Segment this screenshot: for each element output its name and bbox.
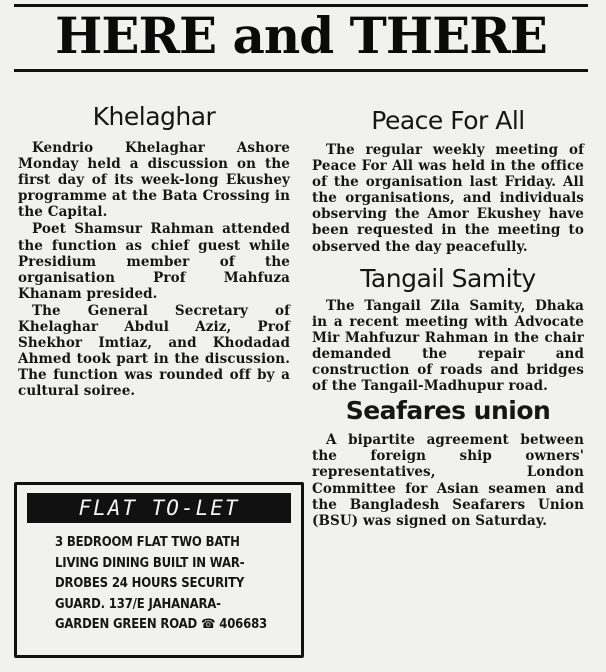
article-tangail-samity (312, 264, 584, 395)
flat-to-let-advert (14, 482, 304, 658)
left-column (18, 102, 290, 400)
article-seafares-union (312, 396, 584, 529)
article-headline: Peace For All (371, 106, 525, 135)
article-khelaghar (18, 102, 290, 400)
article-headline: Seafares union (345, 396, 551, 426)
article-headline: Khelaghar (92, 102, 216, 131)
advert-title: FLAT TO-LET (27, 493, 291, 523)
article-paragraph: The Tangail Zila Samity, Dhaka in a recent meeting with Advocate Mir Mahfuzur Rahman in the chair demanded the repair and construction of roads and bridges of the Tangail-Madhupur road. (312, 297, 584, 395)
article-peace-for-all (312, 106, 584, 255)
article-paragraph: The General Secretary of Khelaghar Abdul Aziz, Prof Shekhor Imtiaz, and Khodadad Ahmed took part in the discussion. The function was rounded off by a cultural soiree. (18, 302, 290, 400)
masthead (14, 4, 588, 72)
article-paragraph: Kendrio Khelaghar Ashore Monday held a discussion on the first day of its week-long Ekushey programme at the Bata Crossing in the Capital. (18, 140, 290, 221)
advert-line: 3 BEDROOM FLAT TWO BATH (55, 535, 240, 550)
article-paragraph: The regular weekly meeting of Peace For All was held in the office of the organisation last Friday. All the organisations, and individuals observing the Amor Ekushey have been requested in the meeting to observed the day peacefully. (312, 142, 584, 255)
advert-line: LIVING DINING BUILT IN WAR- (55, 555, 245, 571)
advert-line: DROBES 24 HOURS SECURITY (55, 576, 245, 591)
article-paragraph: A bipartite agreement between the foreign ship owners' representatives, London Committee for Asian seamen and the Bangladesh Seafarers Union (BSU) was signed on Saturday. (312, 432, 584, 529)
advert-line: GUARD. 137/E JAHANARA- (55, 596, 221, 612)
advert-body (55, 533, 299, 636)
advert-line: GARDEN GREEN ROAD ☎ 406683 (55, 617, 268, 632)
right-column (312, 106, 584, 529)
article-headline: Tangail Samity (360, 263, 536, 293)
masthead-title: HERE and THERE (55, 6, 547, 65)
article-paragraph: Poet Shamsur Rahman attended the function as chief guest while Presidium member of the organisation Prof Mahfuza Khanam presided. (18, 221, 290, 302)
